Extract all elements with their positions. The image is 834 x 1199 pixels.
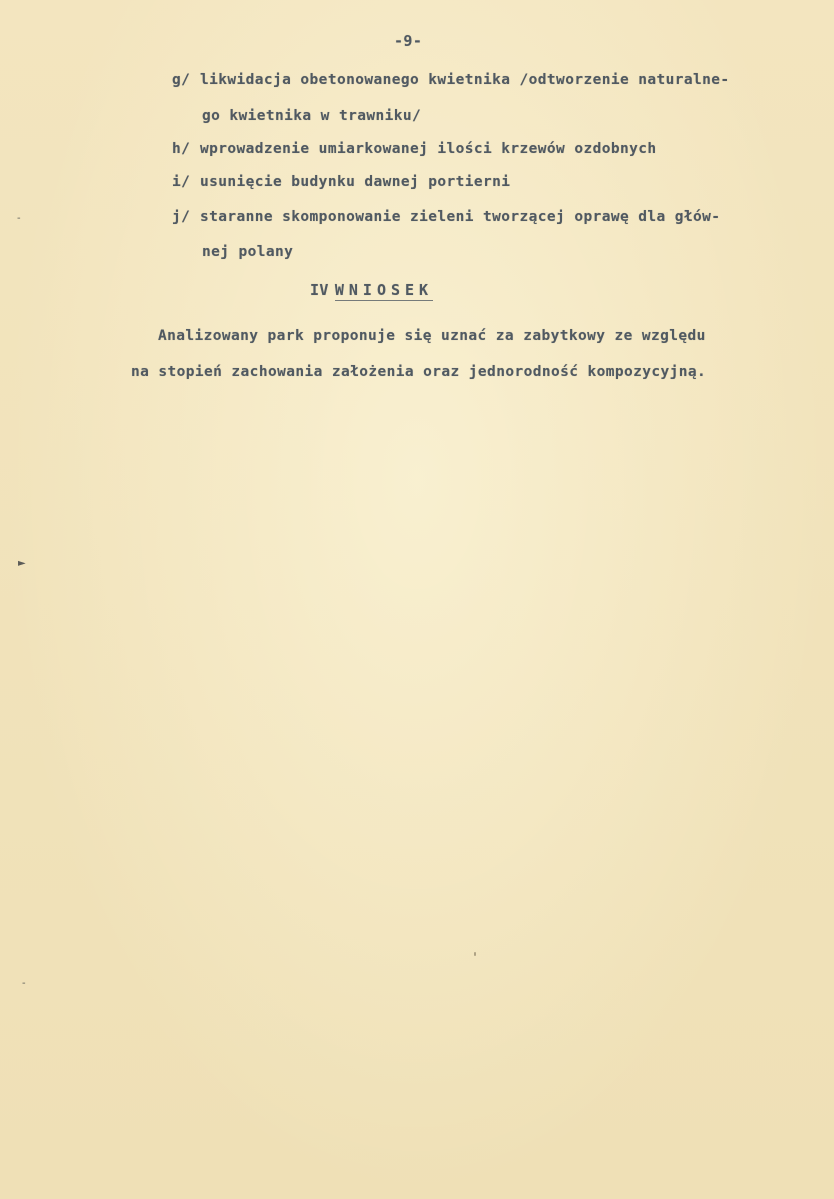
margin-mark: - bbox=[22, 978, 26, 989]
list-item-g-continuation: go kwietnika w trawniku/ bbox=[202, 108, 422, 124]
list-item-text: staranne skomponowanie zieleni tworzącej oprawę dla głów- bbox=[200, 209, 721, 225]
section-heading bbox=[310, 281, 433, 299]
list-item-marker: g/ bbox=[172, 72, 191, 88]
list-item-j-continuation: nej polany bbox=[202, 244, 294, 260]
list-item-marker: i/ bbox=[172, 174, 191, 190]
list-item-h bbox=[172, 141, 657, 157]
conclusion-line-2: na stopień zachowania założenia oraz jednorodność kompozycyjną. bbox=[131, 364, 707, 380]
list-item-marker: h/ bbox=[172, 141, 191, 157]
list-item-j bbox=[172, 209, 720, 225]
list-item-text: wprowadzenie umiarkowanej ilości krzewów ozdobnych bbox=[200, 141, 657, 157]
list-item-text: likwidacja obetonowanego kwietnika /odtworzenie naturalne- bbox=[200, 72, 730, 88]
page-number: -9- bbox=[394, 32, 423, 50]
conclusion-line-1: Analizowany park proponuje się uznać za zabytkowy ze względu bbox=[158, 328, 706, 344]
list-item-i bbox=[172, 174, 510, 190]
margin-mark: - bbox=[17, 213, 21, 224]
section-number: IV bbox=[310, 281, 329, 299]
list-item-text: usunięcie budynku dawnej portierni bbox=[200, 174, 511, 190]
margin-mark: ► bbox=[18, 558, 26, 569]
list-item-marker: j/ bbox=[172, 209, 191, 225]
paper-speck bbox=[474, 952, 476, 956]
section-title: WNIOSEK bbox=[334, 281, 434, 299]
list-item-g bbox=[172, 72, 730, 88]
